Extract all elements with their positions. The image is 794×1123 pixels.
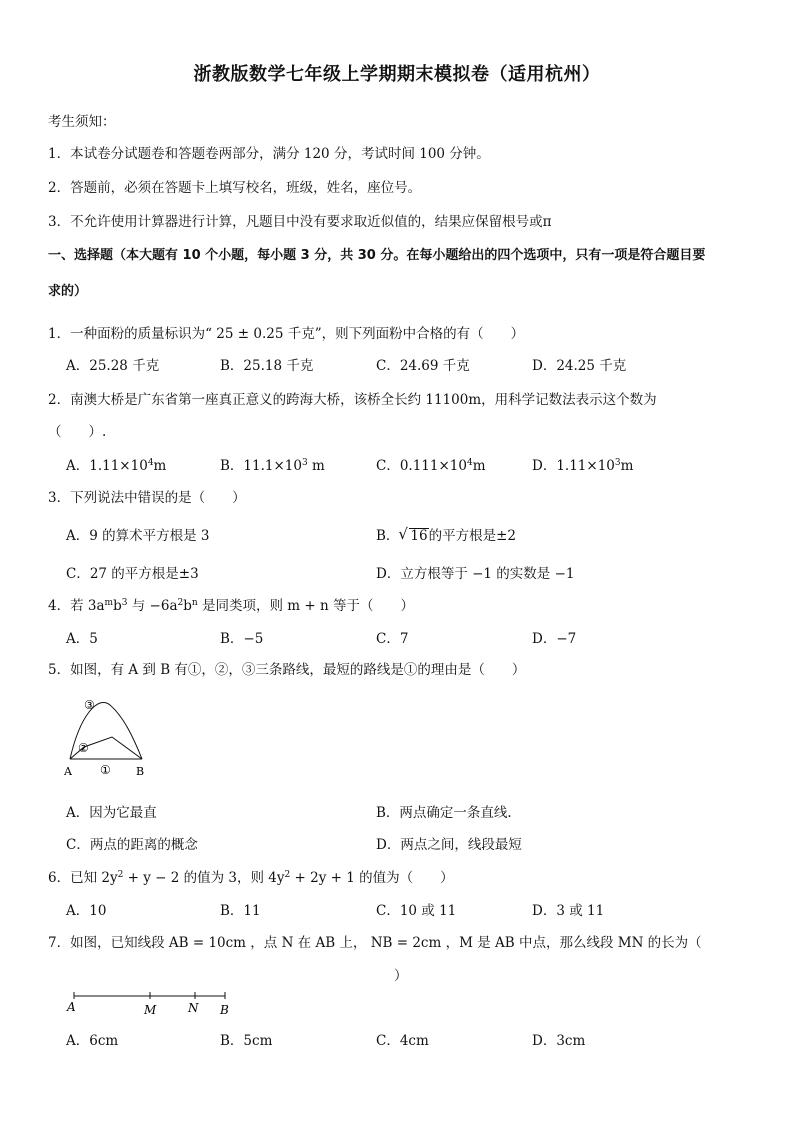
question-5-stem: 5．如图，有 A 到 B 有①，②，③三条路线，最短的路线是①的理由是（ ） bbox=[48, 662, 526, 678]
q6-option-d[interactable]: D．3 或 11 bbox=[532, 903, 605, 919]
q1-option-a[interactable]: A．25.28 千克 bbox=[66, 358, 160, 374]
notice-item-3: 3．不允许使用计算器进行计算，凡题目中没有要求取近似值的，结果应保留根号或π bbox=[48, 214, 552, 230]
label-n: N bbox=[188, 1001, 199, 1015]
q6-option-a[interactable]: A．10 bbox=[66, 903, 107, 919]
q4-option-b[interactable]: B．−5 bbox=[220, 631, 264, 647]
q7-option-a[interactable]: A．6cm bbox=[66, 1033, 119, 1049]
question-3-stem: 3．下列说法中错误的是（ ） bbox=[48, 490, 246, 506]
question-2-stem-cont: （ ）. bbox=[48, 424, 107, 440]
q5-option-a[interactable]: A．因为它最直 bbox=[66, 805, 157, 821]
label-route-1: ① bbox=[100, 763, 111, 777]
section-heading-cont: 求的） bbox=[48, 284, 88, 299]
label-route-2: ② bbox=[78, 741, 89, 755]
q2-option-a[interactable]: A．$1.11\times 10^4m$ bbox=[66, 458, 167, 474]
q4-option-d[interactable]: D．−7 bbox=[532, 631, 577, 647]
q2-option-c[interactable]: C．$0.111\times 10^4m$ bbox=[376, 458, 486, 474]
q4-option-a[interactable]: A．5 bbox=[66, 631, 98, 647]
q7-option-c[interactable]: C．4cm bbox=[376, 1033, 429, 1049]
q4-option-c[interactable]: C．7 bbox=[376, 631, 409, 647]
label-point-a: A bbox=[64, 765, 72, 778]
notice-item-1: 1．本试卷分试题卷和答题卷两部分，满分 120 分，考试时间 100 分钟。 bbox=[48, 146, 490, 162]
notice-item-2: 2．答题前，必须在答题卡上填写校名，班级，姓名，座位号。 bbox=[48, 180, 422, 196]
q3-option-d[interactable]: D．立方根等于 −1 的实数是 −1 bbox=[376, 566, 575, 582]
q7-option-d[interactable]: D．3cm bbox=[532, 1033, 586, 1049]
q2-option-b[interactable]: B．$11.1\times 10^3$ m bbox=[220, 458, 325, 474]
question-4-stem: 4．若 $3a^mb^3$ 与 $-6a^2b^n$ 是同类项，则 m + n 等于（ ） bbox=[48, 598, 414, 614]
label-b: B bbox=[220, 1003, 229, 1017]
notice-heading: 考生须知： bbox=[48, 114, 116, 130]
q5-option-b[interactable]: B．两点确定一条直线. bbox=[376, 805, 512, 821]
label-a: A bbox=[67, 1000, 76, 1014]
question-7-stem: 7．如图，已知线段 AB = 10cm ，点 N 在 AB 上， NB = 2cm ，M 是 AB 中点，那么线段 MN 的长为（ bbox=[48, 935, 702, 951]
route-figure bbox=[58, 695, 158, 781]
label-point-b: B bbox=[136, 765, 145, 778]
sqrt-symbol: √ 16 bbox=[409, 528, 428, 543]
question-2-stem: 2．南澳大桥是广东省第一座真正意义的跨海大桥，该桥全长约 11100m，用科学记数法表示这个数为 bbox=[48, 392, 657, 408]
q5-option-c[interactable]: C．两点的距离的概念 bbox=[66, 837, 198, 853]
question-7-stem-cont: ） bbox=[394, 968, 408, 984]
question-6-stem: 6．已知 $2y^2 + y - 2$ 的值为 3，则 $4y^2 + 2y + 1$ 的值为（ ） bbox=[48, 870, 454, 886]
question-1-stem: 1．一种面粉的质量标识为“ 25 ± 0.25 千克”，则下列面粉中合格的有（ ） bbox=[48, 326, 525, 342]
label-route-3: ③ bbox=[84, 698, 95, 712]
q7-option-b[interactable]: B．5cm bbox=[220, 1033, 273, 1049]
q1-option-c[interactable]: C．24.69 千克 bbox=[376, 358, 470, 374]
q3-option-a[interactable]: A．9 的算术平方根是 3 bbox=[66, 528, 210, 544]
section-heading: 一、选择题（本大题有 10 个小题，每小题 3 分，共 30 分。在每小题给出的四个选项中，只有一项是符合题目要 bbox=[48, 248, 706, 263]
q3-option-b[interactable]: B．√ 16的平方根是±2 bbox=[376, 524, 516, 544]
q3-option-c[interactable]: C．27 的平方根是±3 bbox=[66, 566, 199, 582]
label-m: M bbox=[144, 1003, 157, 1017]
q2-option-d[interactable]: D．$1.11\times 10^3m$ bbox=[532, 458, 634, 474]
segment-figure bbox=[62, 988, 242, 1018]
q5-option-d[interactable]: D．两点之间，线段最短 bbox=[376, 837, 522, 853]
q1-option-b[interactable]: B．25.18 千克 bbox=[220, 358, 314, 374]
page-title: 浙教版数学七年级上学期期末模拟卷（适用杭州） bbox=[193, 64, 601, 85]
q1-option-d[interactable]: D．24.25 千克 bbox=[532, 358, 627, 374]
q6-option-c[interactable]: C．10 或 11 bbox=[376, 903, 457, 919]
q6-option-b[interactable]: B．11 bbox=[220, 903, 261, 919]
